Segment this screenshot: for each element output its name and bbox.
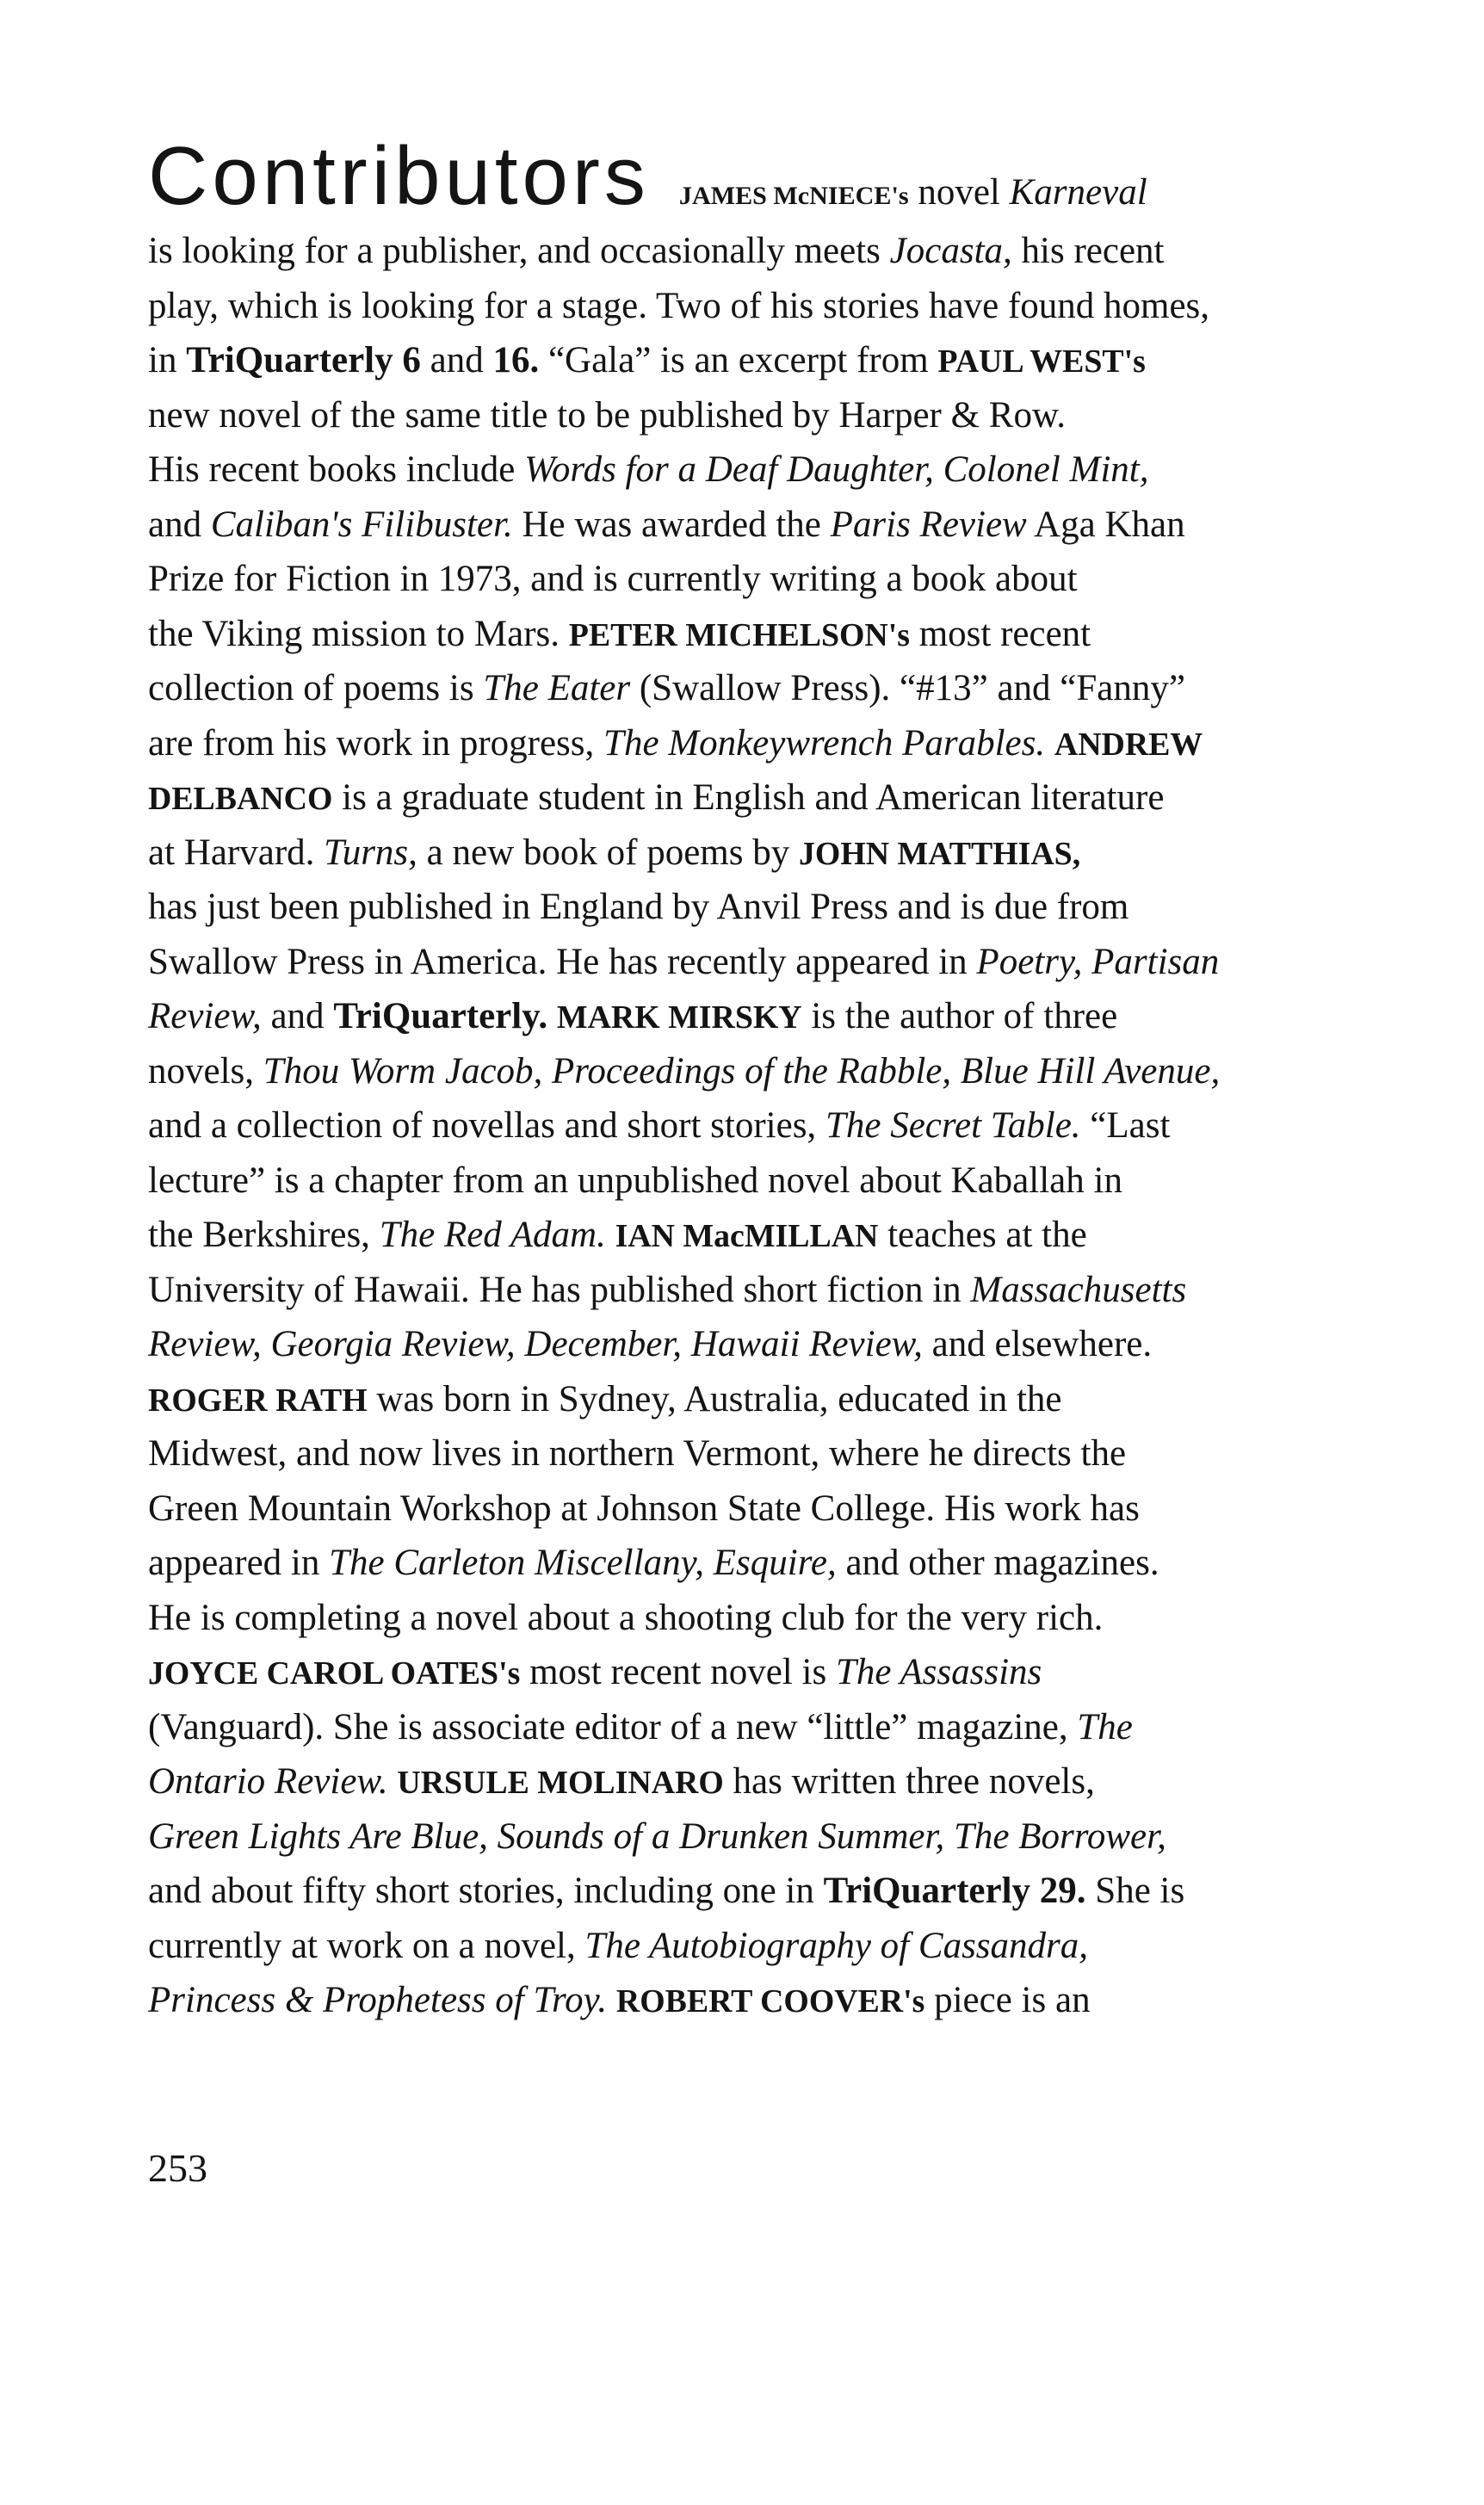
text-line: University of Hawaii. He has published short fiction in Massachusetts	[148, 1269, 1187, 1310]
text-line: Midwest, and now lives in northern Vermont, where he directs the	[148, 1433, 1127, 1474]
book-title: Princess & Prophetess of Troy.	[148, 1980, 608, 2020]
text-line: at Harvard. Turns, a new book of poems by JOHN MATTHIAS,	[148, 832, 1081, 873]
book-title: Caliban's Filibuster.	[210, 504, 513, 545]
text-line: new novel of the same title to be published by Harper & Row.	[148, 394, 1066, 436]
text-line: collection of poems is The Eater (Swallow Press). “#13” and “Fanny”	[148, 668, 1185, 708]
contributor-name: ROGER RATH	[148, 1382, 368, 1419]
text-line: play, which is looking for a stage. Two of his stories have found homes,	[148, 285, 1210, 326]
text-line: has just been published in England by Anvil Press and is due from	[148, 887, 1129, 927]
text-line: currently at work on a novel, The Autobiography of Cassandra,	[148, 1925, 1089, 1966]
book-title: Words for a Deaf Daughter, Colonel Mint,	[524, 449, 1149, 490]
book-title: Green Lights Are Blue, Sounds of a Drunken Summer, The Borrower,	[148, 1815, 1166, 1857]
contributor-name: DELBANCO	[148, 781, 333, 817]
book-title: The Assassins	[835, 1652, 1042, 1692]
text-line: He is completing a novel about a shooting club for the very rich.	[148, 1597, 1104, 1638]
journal-title: TriQuarterly 6	[186, 340, 421, 380]
contributor-name: PETER MICHELSON's	[568, 616, 910, 653]
text-line: (Vanguard). She is associate editor of a new “little” magazine, The	[148, 1706, 1133, 1747]
book-title: The Secret Table.	[825, 1105, 1081, 1146]
contributor-name: ANDREW	[1054, 726, 1203, 763]
journal-title: Ontario Review.	[148, 1761, 388, 1802]
book-title: Jocasta,	[889, 231, 1012, 271]
contributor-name: URSULE MOLINARO	[397, 1765, 724, 1801]
contributor-name: JOYCE CAROL OATES's	[148, 1655, 521, 1692]
text-line: the Viking mission to Mars. PETER MICHELSON's most recent	[148, 613, 1091, 654]
journal-title: The Carleton Miscellany, Esquire,	[329, 1543, 837, 1583]
page-title: Contributors	[148, 130, 650, 222]
text-line: Contributors JAMES McNIECE's novel Karneval	[148, 130, 1147, 222]
book-title: Turns,	[324, 832, 417, 873]
contributor-name: ROBERT COOVER's	[615, 1983, 925, 2019]
text-line: Swallow Press in America. He has recently appeared in Poetry, Partisan	[148, 941, 1220, 982]
text-line: Review, and TriQuarterly. MARK MIRSKY is the author of three	[148, 996, 1118, 1036]
text-line: the Berkshires, The Red Adam. IAN MacMILLAN teaches at the	[148, 1215, 1087, 1255]
journal-title: Paris Review	[830, 504, 1027, 545]
text-line: novels, Thou Worm Jacob, Proceedings of the Rabble, Blue Hill Avenue,	[148, 1050, 1221, 1092]
journal-title: Review, Georgia Review, December, Hawaii Review,	[148, 1324, 923, 1364]
text-line: Prize for Fiction in 1973, and is currently writing a book about	[148, 559, 1078, 599]
journal-title: TriQuarterly.	[333, 996, 548, 1036]
book-title: Thou Worm Jacob, Proceedings of the Rabble, Blue Hill Avenue,	[263, 1050, 1221, 1092]
text-line: His recent books include Words for a Deaf Daughter, Colonel Mint,	[148, 449, 1149, 490]
text-line: in TriQuarterly 6 and 16. “Gala” is an excerpt from PAUL WEST's	[148, 340, 1146, 380]
text-line: ROGER RATH was born in Sydney, Australia, educated in the	[148, 1378, 1062, 1420]
text-line: DELBANCO is a graduate student in English and American literature	[148, 777, 1165, 818]
book-title: The Monkeywrench Parables.	[603, 722, 1046, 764]
text-line: and Caliban's Filibuster. He was awarded the Paris Review Aga Khan	[148, 504, 1185, 545]
journal-title: Review,	[148, 996, 262, 1036]
journal-title: The	[1077, 1706, 1133, 1747]
text-line: Ontario Review. URSULE MOLINARO has written three novels,	[148, 1761, 1095, 1802]
journal-title: Massachusetts	[970, 1269, 1187, 1310]
text-line: and about fifty short stories, including one in TriQuarterly 29. She is	[148, 1871, 1185, 1911]
contributor-name: JAMES McNIECE's	[678, 181, 909, 210]
contributor-name: JOHN MATTHIAS,	[798, 835, 1081, 872]
text-line: Princess & Prophetess of Troy. ROBERT COOVER's piece is an	[148, 1980, 1091, 2020]
text-line: Review, Georgia Review, December, Hawaii Review, and elsewhere.	[148, 1324, 1153, 1364]
text-line: lecture” is a chapter from an unpublished novel about Kaballah in	[148, 1160, 1122, 1201]
page-number: 253	[148, 2146, 207, 2190]
text-line: JOYCE CAROL OATES's most recent novel is The Assassins	[148, 1652, 1042, 1692]
text-line: are from his work in progress, The Monkeywrench Parables. ANDREW	[148, 722, 1203, 764]
book-title: Karneval	[1009, 172, 1147, 213]
text-line: is looking for a publisher, and occasionally meets Jocasta, his recent	[148, 231, 1165, 271]
contributor-name: MARK MIRSKY	[556, 999, 802, 1036]
contributors-text	[148, 129, 1362, 2028]
contributor-name: IAN MacMILLAN	[615, 1218, 879, 1254]
text-line	[148, 1809, 1362, 1865]
text-line: and a collection of novellas and short stories, The Secret Table. “Last	[148, 1105, 1171, 1146]
journal-title: Poetry, Partisan	[976, 941, 1220, 982]
contributor-name: PAUL WEST's	[937, 343, 1146, 380]
book-title: The Autobiography of Cassandra,	[584, 1925, 1089, 1966]
book-title: The Red Adam.	[379, 1215, 606, 1255]
text-line: Green Mountain Workshop at Johnson State College. His work has	[148, 1488, 1140, 1529]
book-title: The Eater	[483, 668, 631, 708]
text-line: appeared in The Carleton Miscellany, Esquire, and other magazines.	[148, 1543, 1159, 1583]
journal-title: TriQuarterly 29.	[823, 1871, 1086, 1911]
